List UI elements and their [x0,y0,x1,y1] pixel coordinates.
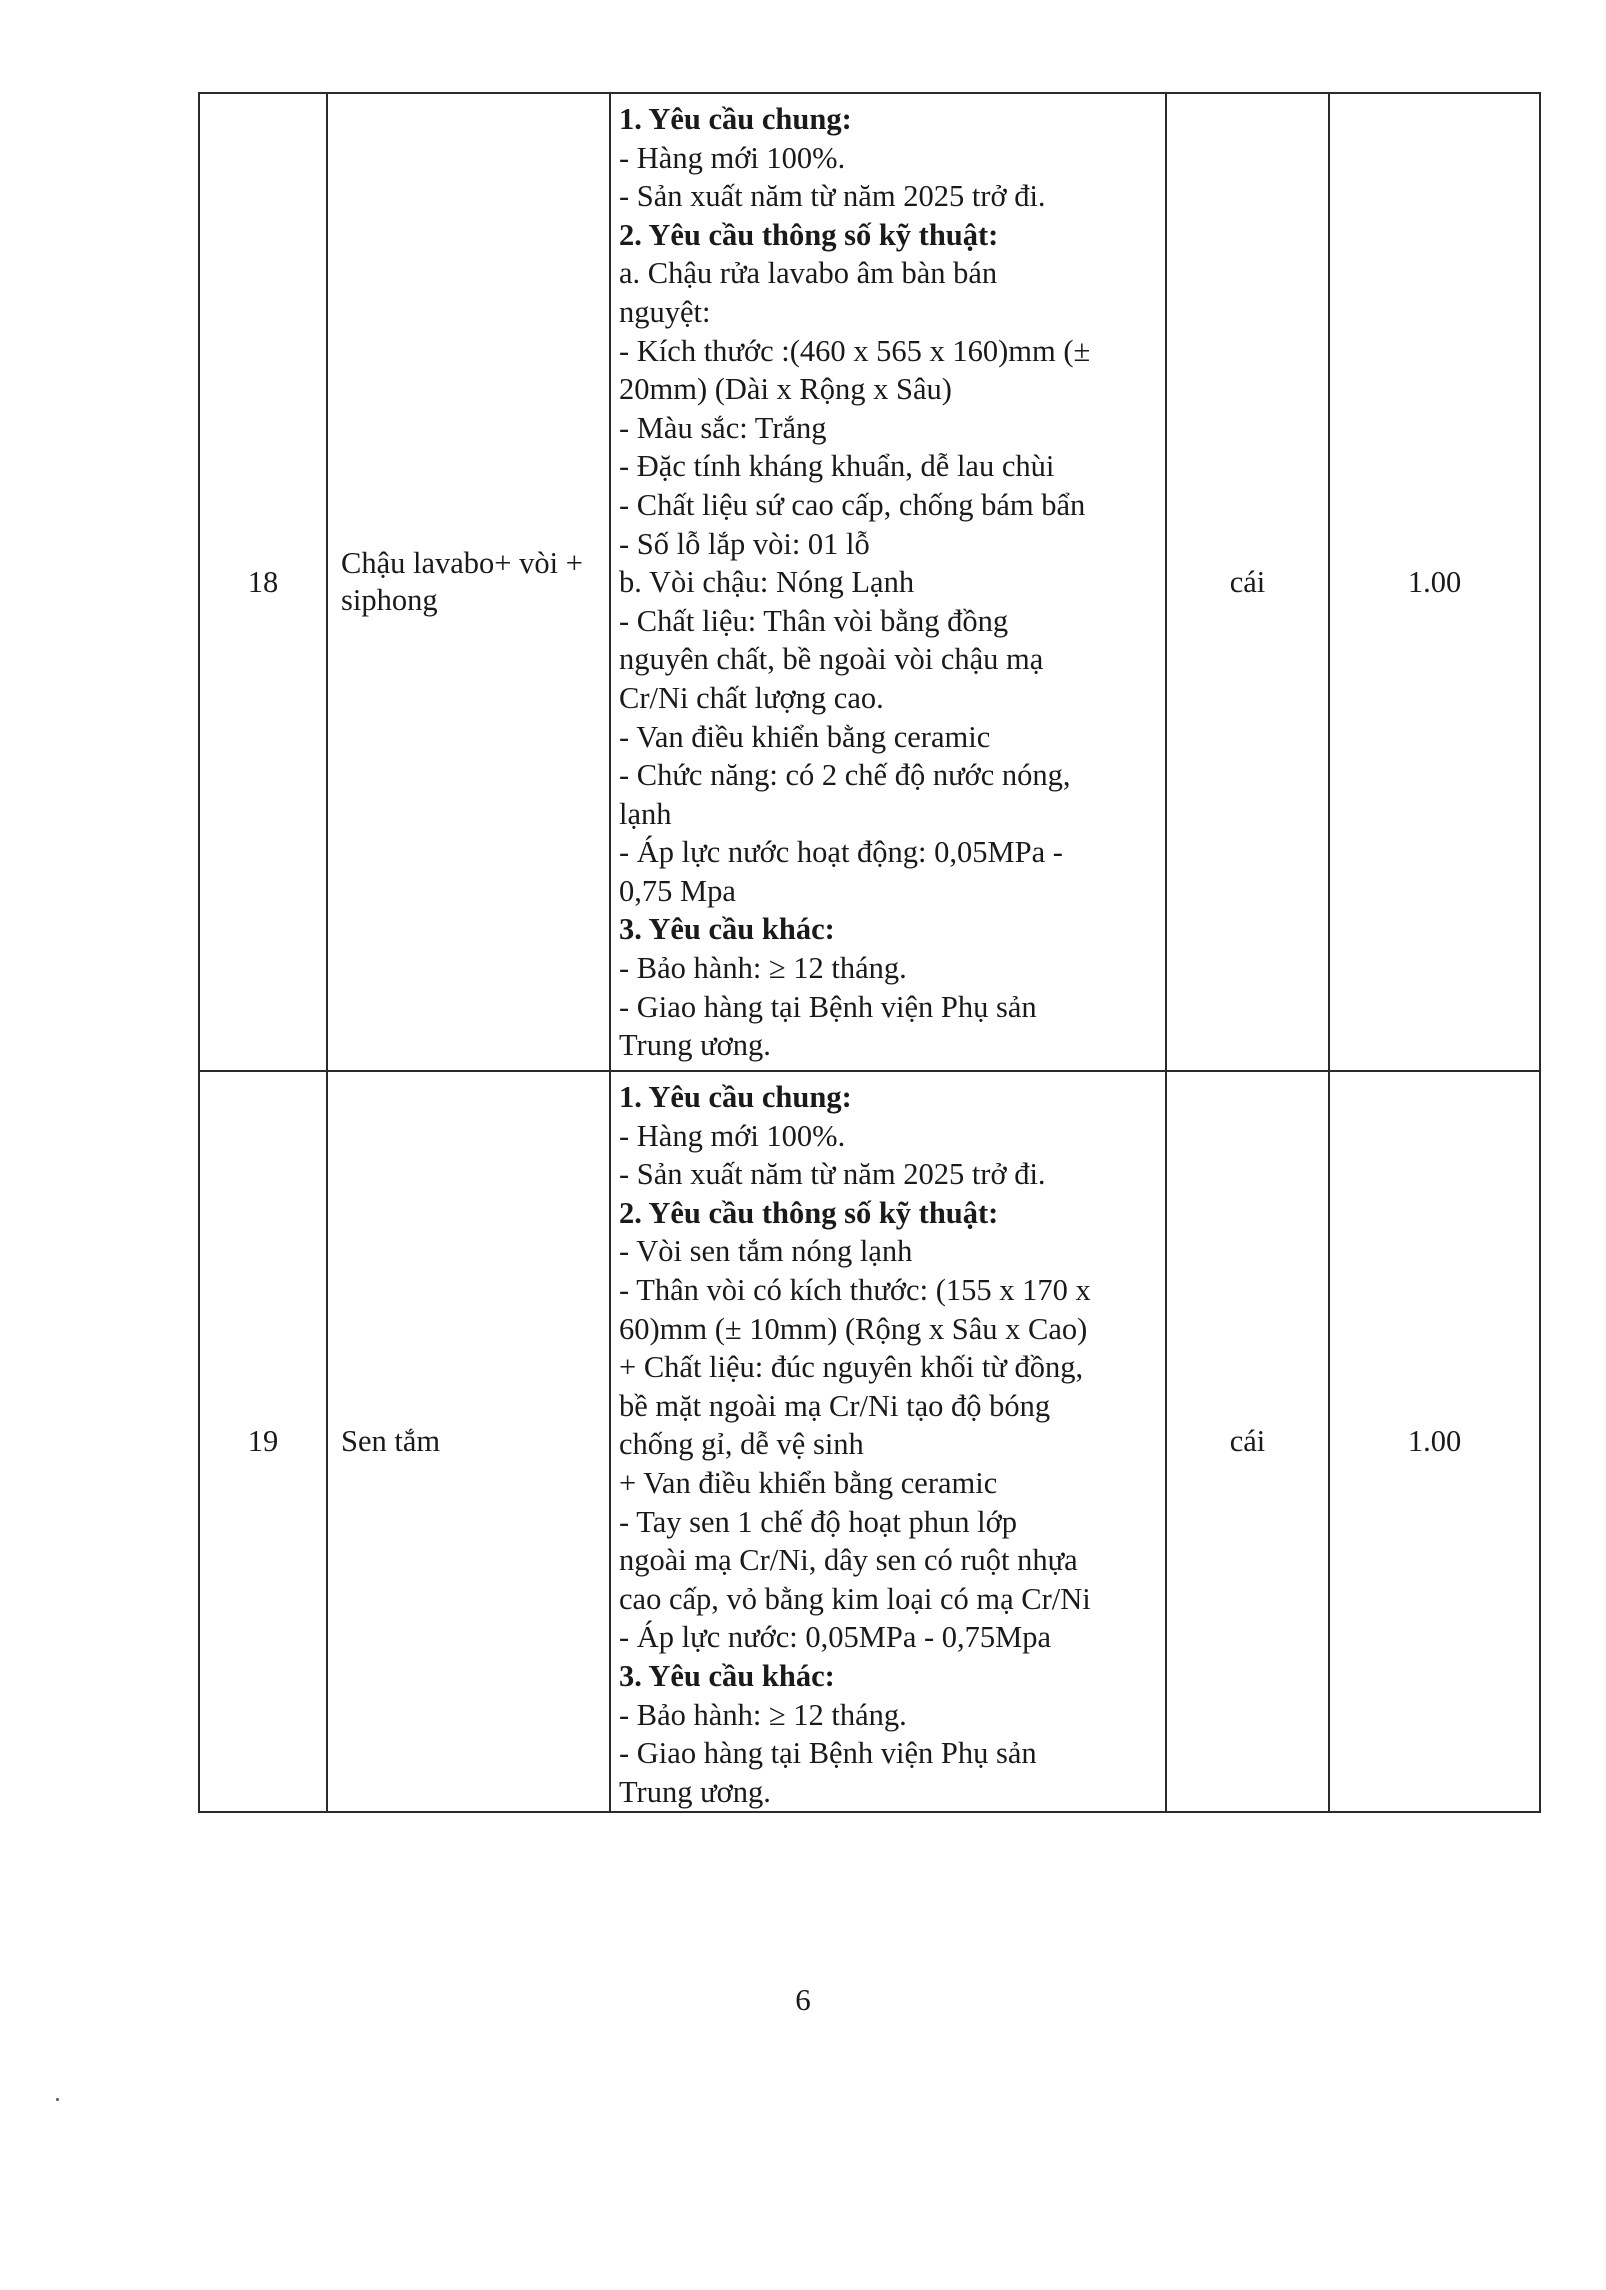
requirement-line: bề mặt ngoài mạ Cr/Ni tạo độ bóng [619,1388,1051,1423]
requirement-line: - Bảo hành: ≥ 12 tháng. [619,1697,907,1732]
requirement-line: lạnh [619,796,672,831]
requirement-line: ngoài mạ Cr/Ni, dây sen có ruột nhựa [619,1543,1078,1578]
requirement-line: chống gỉ, dễ vệ sinh [619,1427,864,1462]
requirement-line: - Chức năng: có 2 chế độ nước nóng, [619,758,1071,793]
requirement-line: - Sản xuất năm từ năm 2025 trở đi. [619,179,1046,214]
row-number: 19 [199,1071,327,1812]
requirement-line: - Màu sắc: Trắng [619,410,827,445]
requirement-line: 60)mm (± 10mm) (Rộng x Sâu x Cao) [619,1311,1088,1346]
requirement-line: - Giao hàng tại Bệnh viện Phụ sản [619,989,1037,1024]
requirement-line: nguyên chất, bề ngoài vòi chậu mạ [619,642,1044,677]
page-number: 6 [795,1982,811,2017]
requirement-line: - Đặc tính kháng khuẩn, dễ lau chùi [619,449,1055,484]
requirement-heading: 2. Yêu cầu thông số kỹ thuật: [619,217,999,252]
item-requirements [610,93,1166,1071]
requirement-heading: 1. Yêu cầu chung: [619,1080,852,1114]
requirement-line: Cr/Ni chất lượng cao. [619,680,884,715]
requirement-heading: 2. Yêu cầu thông số kỹ thuật: [619,1195,999,1230]
requirement-line: cao cấp, vỏ bằng kim loại có mạ Cr/Ni [619,1581,1091,1616]
requirement-line: Trung ương. [619,1774,771,1809]
requirement-line: - Chất liệu sứ cao cấp, chống bám bẩn [619,487,1086,522]
item-name: Sen tắm [327,1071,610,1812]
requirement-line: Trung ương. [619,1028,771,1063]
requirement-line: - Van điều khiển bằng ceramic [619,719,991,754]
requirement-heading: 1. Yêu cầu chung: [619,102,852,136]
row-number: 18 [199,93,327,1071]
requirement-line: - Thân vòi có kích thước: (155 x 170 x [619,1272,1091,1307]
requirement-line: 0,75 Mpa [619,873,736,908]
requirement-line: - Bảo hành: ≥ 12 tháng. [619,951,907,986]
requirement-line: - Tay sen 1 chế độ hoạt phun lớp [619,1504,1017,1539]
requirement-line: - Hàng mới 100%. [619,140,846,175]
table-row [199,93,1540,1071]
requirement-line: + Chất liệu: đúc nguyên khối từ đồng, [619,1350,1084,1385]
requirement-line: - Áp lực nước hoạt động: 0,05MPa - [619,835,1063,870]
item-unit: cái [1166,93,1329,1071]
requirement-line: - Số lỗ lắp vòi: 01 lỗ [619,526,870,561]
requirement-line: - Hàng mới 100%. [619,1118,846,1153]
requirement-heading: 3. Yêu cầu khác: [619,912,835,947]
item-unit: cái [1166,1071,1329,1812]
item-requirements [610,1071,1166,1812]
requirement-line: + Van điều khiển bằng ceramic [619,1465,998,1500]
requirement-line: - Kích thước :(460 x 565 x 160)mm (± [619,333,1091,368]
requirement-line: b. Vòi chậu: Nóng Lạnh [619,565,915,600]
requirement-line: - Áp lực nước: 0,05MPa - 0,75Mpa [619,1620,1052,1655]
item-name: Chậu lavabo+ vòi + siphong [327,93,610,1071]
item-quantity: 1.00 [1329,1071,1540,1812]
requirement-line: - Giao hàng tại Bệnh viện Phụ sản [619,1736,1037,1771]
requirement-line: - Sản xuất năm từ năm 2025 trở đi. [619,1157,1046,1192]
table-row [199,1071,1540,1812]
item-quantity: 1.00 [1329,93,1540,1071]
requirement-line: 20mm) (Dài x Rộng x Sâu) [619,372,952,407]
requirement-line: a. Chậu rửa lavabo âm bàn bán [619,256,998,291]
requirement-heading: 3. Yêu cầu khác: [619,1658,835,1693]
scan-speck [56,2098,59,2101]
specification-table [198,92,1541,1813]
requirement-line: - Vòi sen tắm nóng lạnh [619,1234,913,1269]
requirement-line: nguyệt: [619,294,711,329]
specification-table-body [199,93,1540,1812]
requirement-line: - Chất liệu: Thân vòi bằng đồng [619,603,1009,638]
